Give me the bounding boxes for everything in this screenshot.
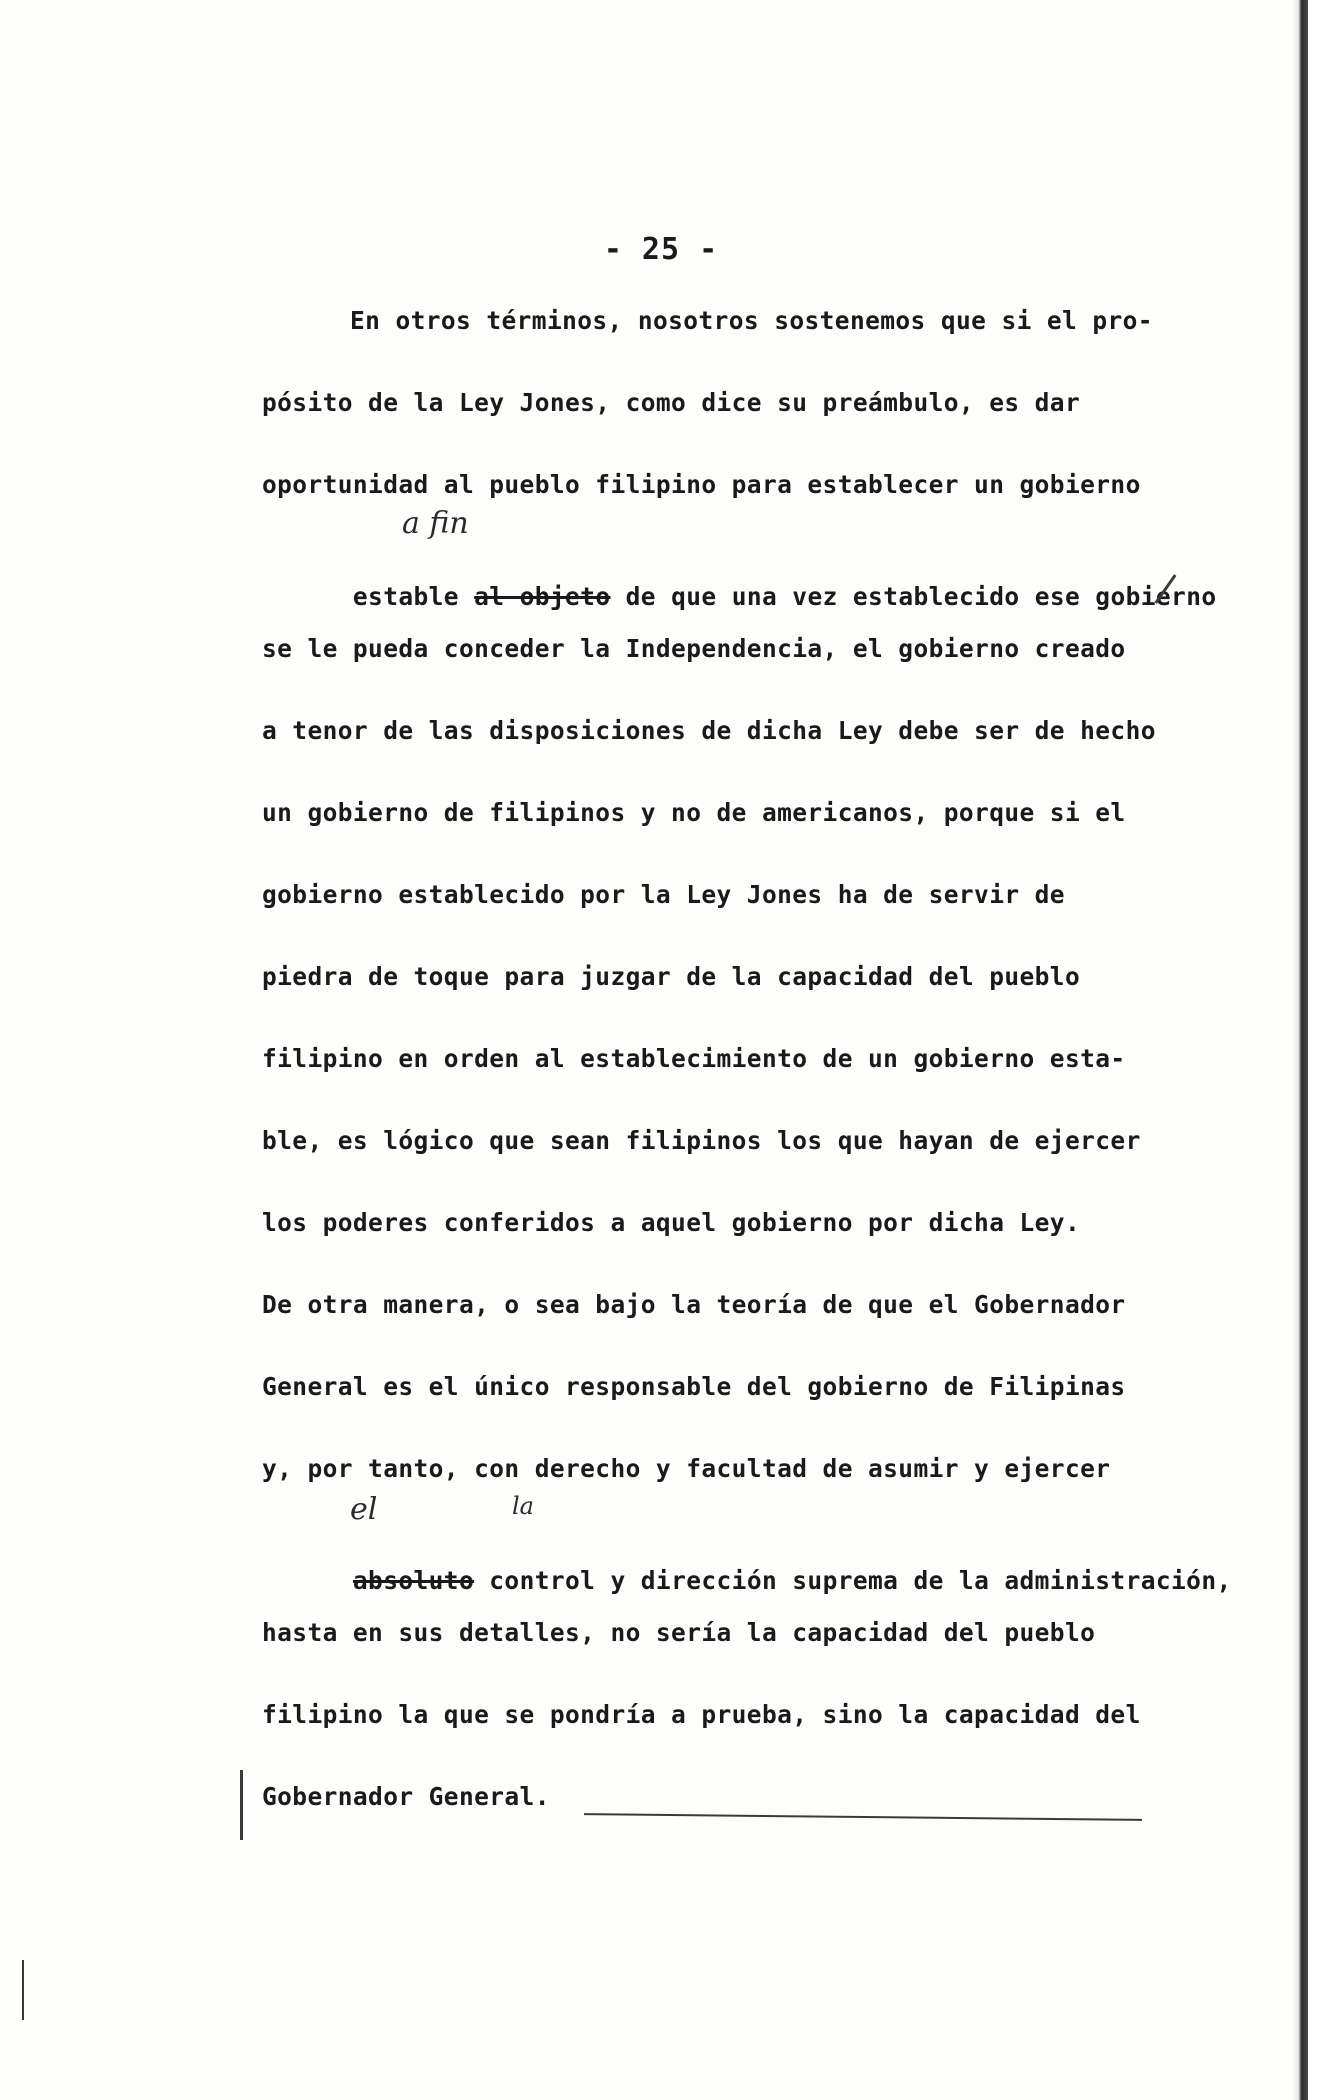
- text-line: filipino en orden al establecimiento de un gobierno esta-: [262, 1044, 1126, 1073]
- handwritten-annotation: la: [512, 1492, 534, 1520]
- page-number: - 25 -: [603, 232, 719, 267]
- text-line: ble, es lógico que sean filipinos los que hayan de ejercer: [262, 1126, 1141, 1155]
- text-line: se le pueda conceder la Independencia, el gobierno creado: [262, 634, 1126, 663]
- text-line: [262, 1536, 1232, 1626]
- text-line: [262, 552, 1217, 642]
- text-line: filipino la que se pondría a prueba, sino la capacidad del: [262, 1700, 1141, 1729]
- text-line: General es el único responsable del gobierno de Filipinas: [262, 1372, 1126, 1401]
- text-line: a tenor de las disposiciones de dicha Ley debe ser de hecho: [262, 716, 1156, 745]
- text-line: Gobernador General.: [262, 1782, 550, 1811]
- handwritten-annotation: a fin: [402, 506, 469, 541]
- text-line: oportunidad al pueblo filipino para establecer un gobierno: [262, 470, 1141, 499]
- text-line: hasta en sus detalles, no sería la capacidad del pueblo: [262, 1618, 1096, 1647]
- closing-rule: [584, 1813, 1142, 1821]
- handwritten-annotation: el: [350, 1492, 378, 1527]
- struck-text: al objeto: [474, 582, 611, 611]
- text-fragment: control y dirección suprema de la administración,: [489, 1566, 1232, 1595]
- text-line: De otra manera, o sea bajo la teoría de que el Gobernador: [262, 1290, 1126, 1319]
- text-fragment: de que una vez establecido ese gobierno: [625, 582, 1217, 611]
- margin-mark: [240, 1770, 243, 1840]
- struck-text: absoluto: [352, 1566, 475, 1595]
- margin-mark: [22, 1960, 24, 2020]
- text-line: gobierno establecido por la Ley Jones ha de servir de: [262, 880, 1065, 909]
- text-line: un gobierno de filipinos y no de americanos, porque si el: [262, 798, 1126, 827]
- text-line: y, por tanto, con derecho y facultad de asumir y ejercer: [262, 1454, 1111, 1483]
- text-line: En otros términos, nosotros sostenemos que si el pro-: [350, 306, 1153, 335]
- text-fragment: estable: [352, 582, 459, 611]
- text-line: piedra de toque para juzgar de la capacidad del pueblo: [262, 962, 1081, 991]
- text-line: pósito de la Ley Jones, como dice su preámbulo, es dar: [262, 388, 1081, 417]
- page-margin: [1308, 0, 1322, 2100]
- page-edge-shadow: [1292, 0, 1308, 2100]
- text-line: los poderes conferidos a aquel gobierno por dicha Ley.: [262, 1208, 1081, 1237]
